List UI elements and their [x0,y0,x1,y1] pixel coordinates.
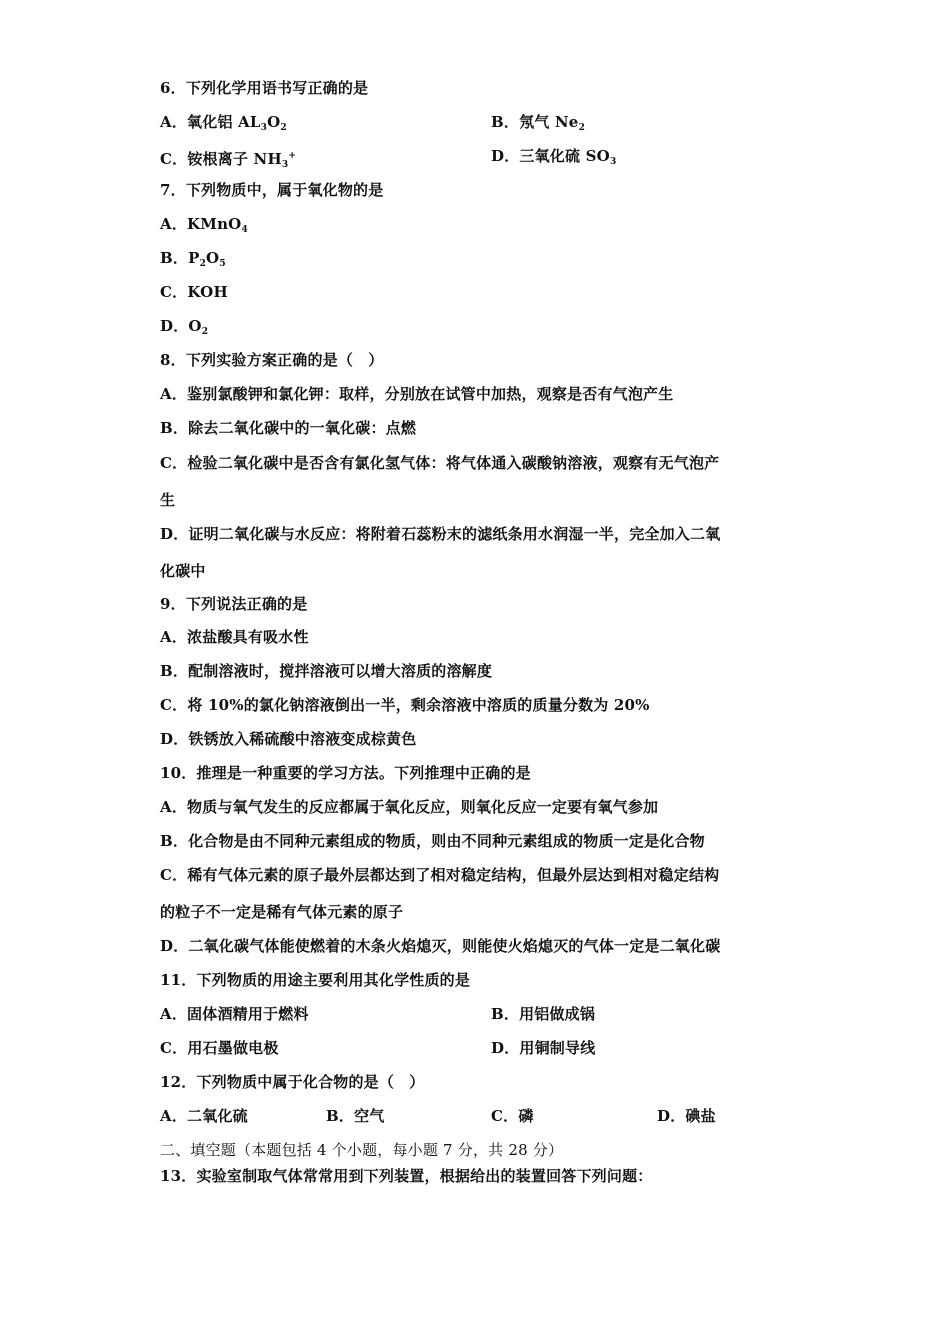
q8-option-b: B．除去二氧化碳中的一氧化碳：点燃 [160,419,417,437]
q10-option-c-line2: 的粒子不一定是稀有气体元素的原子 [160,903,404,921]
q9-option-d: D．铁锈放入稀硫酸中溶液变成棕黄色 [160,730,417,748]
q6-option-c: C．铵根离子 $NH_3^+$ [160,150,297,170]
q8-option-d-line1: D．证明二氧化碳与水反应：将附着石蕊粉末的滤纸条用水润湿一半，完全加入二氧 [160,525,721,543]
q12-option-b: B．空气 [326,1107,385,1125]
q10-option-c-line1: C．稀有气体元素的原子最外层都达到了相对稳定结构，但最外层达到相对稳定结构 [160,866,720,884]
q6-option-d: D．三氧化硫 $SO_3$ [491,147,617,167]
q11-option-a: A．固体酒精用于燃料 [160,1005,309,1023]
q11-option-b: B．用铝做成锅 [491,1005,596,1023]
q10-option-d: D．二氧化碳气体能使燃着的木条火焰熄灭，则能使火焰熄灭的气体一定是二氧化碳 [160,937,721,955]
q6-option-a: A．氧化铝 $AL_3O_2$ [160,113,287,133]
q9-stem: 9．下列说法正确的是 [160,595,308,613]
q10-stem: 10．推理是一种重要的学习方法。下列推理中正确的是 [160,764,531,782]
section-heading: 二、填空题（本题包括 4 个小题，每小题 7 分，共 28 分） [160,1141,564,1159]
q10-option-a: A．物质与氧气发生的反应都属于氧化反应，则氧化反应一定要有氧气参加 [160,798,659,816]
q12-option-d: D．碘盐 [657,1107,716,1125]
q11-option-d: D．用铜制导线 [491,1039,596,1057]
q9-option-a: A．浓盐酸具有吸水性 [160,628,309,646]
q10-option-b: B．化合物是由不同种元素组成的物质，则由不同种元素组成的物质一定是化合物 [160,832,705,850]
q6-option-b: B．氖气 $Ne_2$ [491,113,586,133]
q8-option-d-line2: 化碳中 [160,562,206,580]
q8-option-c-line2: 生 [160,491,176,509]
q7-option-d: D．$O_2$ [160,317,209,337]
q9-option-c: C．将 10%的氯化钠溶液倒出一半，剩余溶液中溶质的质量分数为 20% [160,696,650,714]
q12-option-c: C．磷 [491,1107,534,1125]
q8-stem: 8．下列实验方案正确的是（ ） [160,351,384,369]
q13-stem: 13．实验室制取气体常常用到下列装置，根据给出的装置回答下列问题： [160,1167,653,1185]
q11-stem: 11．下列物质的用途主要利用其化学性质的是 [160,971,471,989]
q7-option-c: C．KOH [160,283,228,301]
q6-stem: 6．下列化学用语书写正确的是 [160,79,369,97]
q8-option-a: A．鉴别氯酸钾和氯化钾：取样，分别放在试管中加热，观察是否有气泡产生 [160,385,674,403]
q12-stem: 12．下列物质中属于化合物的是（ ） [160,1073,425,1091]
q7-option-a: A．KMnO$_4$ [160,215,248,235]
q12-option-a: A．二氧化硫 [160,1107,248,1125]
q9-option-b: B．配制溶液时，搅拌溶液可以增大溶质的溶解度 [160,662,493,680]
q7-option-b: B．$P_2O_5$ [160,249,226,269]
q11-option-c: C．用石墨做电极 [160,1039,279,1057]
q8-option-c-line1: C．检验二氧化碳中是否含有氯化氢气体：将气体通入碳酸钠溶液，观察有无气泡产 [160,454,720,472]
q7-stem: 7．下列物质中，属于氧化物的是 [160,181,384,199]
